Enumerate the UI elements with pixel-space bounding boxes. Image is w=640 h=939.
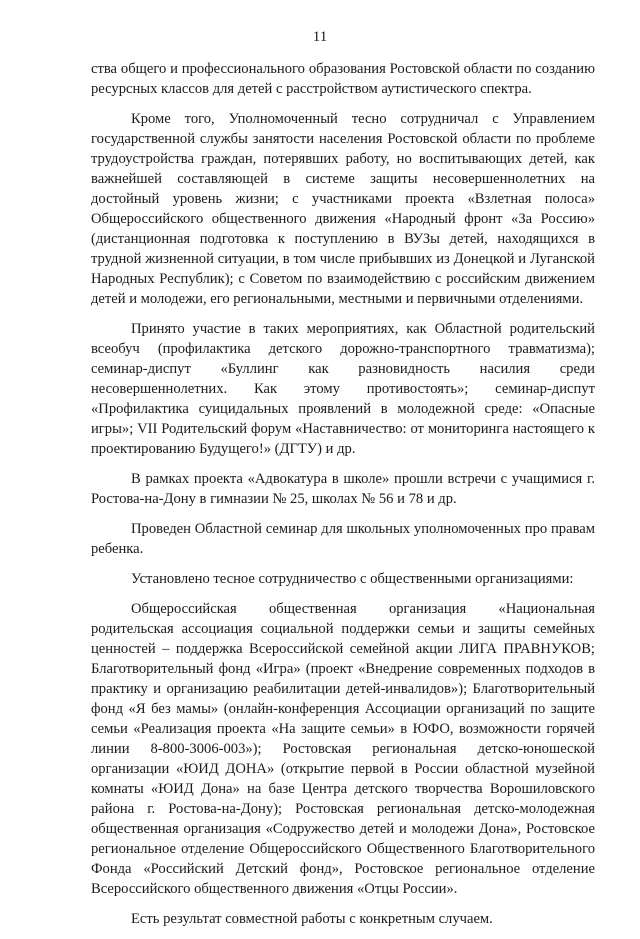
paragraph-events: Принято участие в таких мероприятиях, как Областной родительский всеобуч (профилактика детского дорожно-транспортного травматизма); семинар-диспут «Буллинг как разновидность насилия среди несовершеннолетних. Как этому противостоять»; семинар-диспут «Профилактика суицидальных проявлений в молодежной среде: «Опасные игры»; VII Родительский форум «Наставничество: от мониторинга настоящего к проектированию Будущего!» (ДГТУ) и др.: [91, 321, 595, 457]
page-number: 11: [312, 29, 328, 45]
document-body: [91, 59, 595, 939]
paragraph-advocacy-project: В рамках проекта «Адвокатура в школе» прошли встречи с учащимися г. Ростова-на-Дону в гимназии № 25, школах № 56 и 78 и др.: [91, 471, 595, 507]
paragraph-result: Есть результат совместной работы с конкретным случаем.: [131, 911, 493, 927]
paragraph-cooperation: Кроме того, Уполномоченный тесно сотрудничал с Управлением государственной службы занятости населения Ростовской области по проблеме трудоустройства граждан, потерявших работу, но воспитывающих детей, как важнейшей составляющей в системе защиты несовершеннолетних на достойный уровень жизни; с участниками проекта «Взлетная полоса» Общероссийского общественного движения «Народный фронт «За Россию» (дистанционная подготовка к поступлению в ВУЗы детей, находящихся в трудной жизненной ситуации, в том числе прибывших из Донецкой и Луганской Народных Республик); с Советом по взаимодействию с российским движением детей и молодежи, его региональными, местными и первичными отделениями.: [91, 111, 595, 307]
paragraph-organizations-intro: Установлено тесное сотрудничество с общественными организациями:: [131, 571, 574, 587]
paragraph-seminar: Проведен Областной семинар для школьных уполномоченных про правам ребенка.: [91, 521, 595, 557]
paragraph-organizations-list: Общероссийская общественная организация «Национальная родительская ассоциация социальной поддержки семьи и защиты семейных ценностей – поддержка Всероссийской семейной акции ЛИГА ПРАВНУКОВ; Благотворительный фонд «Игра» (проект «Внедрение современных подходов в практику и организацию реабилитации детей-инвалидов»); Благотворительный фонд «Я без мамы» (онлайн-конференция Ассоциации организаций по защите семьи «Реализация проекта «На защите семьи» в ЮФО, возможности горячей линии 8-800-3006-003»); Ростовская региональная детско-юношеской организации «ЮИД ДОНА» (открытие первой в России областной музейной комнаты «ЮИД Дона» на базе Центра детского творчества Ворошиловского района г. Ростова-на-Дону); Ростовская региональная детско-молодежная общественная организация «Содружество детей и молодежи Дона», Ростовское региональное отделение Общероссийского Общественного Благотворительного Фонда «Российский Детский фонд», Ростовское региональное отделение Всероссийского общественного движения «Отцы России».: [91, 601, 595, 897]
paragraph-continuation: ства общего и профессионального образования Ростовской области по созданию ресурсных классов для детей с расстройством аутистического спектра.: [91, 61, 595, 97]
